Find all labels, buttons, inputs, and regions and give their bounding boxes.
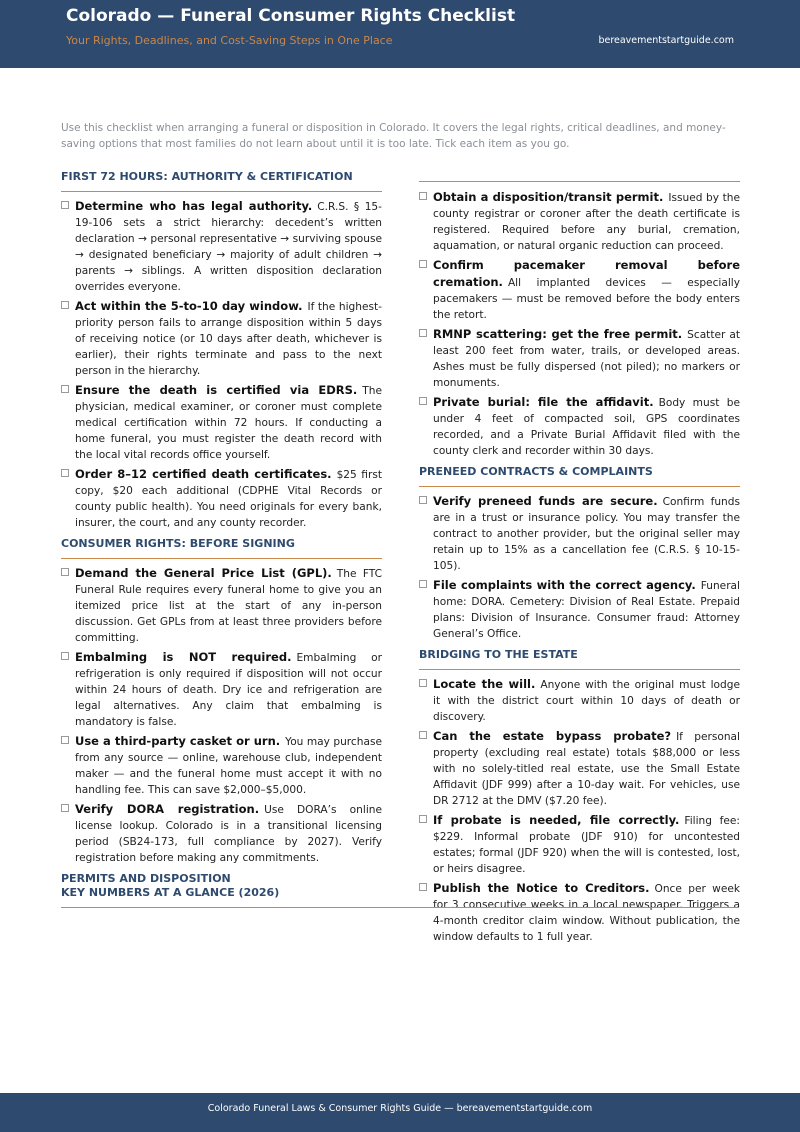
checkbox[interactable] xyxy=(61,568,69,576)
checklist-item xyxy=(419,577,740,642)
checklist-item-heading: Verify preneed funds are secure. xyxy=(433,494,658,508)
checklist-item xyxy=(61,733,382,798)
checklist-item-text: Embalming or refrigeration is only required if disposition will not occur within 24 hours of death. Dry ice and refrigeration are legal alternatives. Any claim that embalming is mandatory is false. xyxy=(75,652,382,728)
checklist-item xyxy=(61,565,382,646)
checklist-item-heading: Obtain a disposition/transit permit. xyxy=(433,190,664,204)
footer-text: Colorado Funeral Laws & Consumer Rights Guide — bereavementstartguide.com xyxy=(207,1103,593,1114)
checklist-item-heading: Act within the 5-to-10 day window. xyxy=(75,299,303,313)
checklist-item-text: $25 first copy, $20 each additional (CDPHE Vital Records or county public health). You need originals for every bank, insurer, the court, and any county recorder. xyxy=(75,469,382,529)
checkbox[interactable] xyxy=(419,329,427,337)
checkbox[interactable] xyxy=(61,736,69,744)
checklist-item-text: Body must be under 4 feet of compacted soil, GPS coordinates recorded, and a Private Burial Affidavit filed with the county clerk and recorder within 30 days. xyxy=(433,397,740,457)
checklist-item xyxy=(419,493,740,574)
checklist-item-text: Funeral home: DORA. Cemetery: Division of Real Estate. Prepaid plans: Division of Insurance. Consumer fraud: Attorney General’s Office. xyxy=(433,580,740,640)
header-site-link[interactable]: bereavementstartguide.com xyxy=(598,35,734,46)
checklist-item xyxy=(419,728,740,809)
checklist-item xyxy=(419,394,740,459)
checklist-item xyxy=(419,812,740,877)
checklist-item-text: All implanted devices — especially pacemakers — must be removed before the body enters the retort. xyxy=(433,277,740,321)
page-subtitle: Your Rights, Deadlines, and Cost-Saving Steps in One Place xyxy=(66,34,393,47)
checklist-item-text: The physician, medical examiner, or coroner must complete medical certification within 72 hours. If conducting a home funeral, you must register the death record with the local vital records office yourself. xyxy=(75,385,382,461)
section-title-key-numbers: KEY NUMBERS AT A GLANCE (2026) xyxy=(61,886,739,908)
checkbox[interactable] xyxy=(61,804,69,812)
key-numbers-section xyxy=(61,886,739,914)
checkbox[interactable] xyxy=(419,192,427,200)
checkbox[interactable] xyxy=(419,679,427,687)
section-title-estate: BRIDGING TO THE ESTATE xyxy=(419,648,740,670)
checklist-item-text: Anyone with the original must lodge it with the district court within 10 days of death or discovery. xyxy=(433,679,740,723)
checklist-item-heading: Demand the General Price List (GPL). xyxy=(75,566,332,580)
checkbox[interactable] xyxy=(419,580,427,588)
checklist-item-heading: RMNP scattering: get the free permit. xyxy=(433,327,683,341)
page-title: Colorado — Funeral Consumer Rights Checklist xyxy=(66,6,516,26)
checklist-item xyxy=(419,189,740,254)
checklist-item xyxy=(61,466,382,531)
checkbox[interactable] xyxy=(61,301,69,309)
checklist-item-heading: Embalming is NOT required. xyxy=(75,650,292,664)
checklist-first-72-hours xyxy=(61,198,382,531)
right-column xyxy=(419,170,740,948)
checklist-item-text: Confirm funds are in a trust or insurance policy. You may transfer the contract to another provider, but the original seller may retain up to 15% as a cancellation fee (C.R.S. § 10-15-105). xyxy=(433,496,740,572)
checklist-preneed xyxy=(419,493,740,642)
page-footer xyxy=(0,1093,800,1132)
checklist-item xyxy=(419,676,740,725)
checkbox[interactable] xyxy=(61,201,69,209)
checklist-item-text: If the highest-priority person fails to arrange disposition within 5 days of receiving notice (or 10 days after death, whichever is earlier), their rights terminate and pass to the next person in the hierarchy. xyxy=(75,301,382,377)
checklist-item xyxy=(419,257,740,323)
checklist-item-heading: Use a third-party casket or urn. xyxy=(75,734,281,748)
section-title-permits: PERMITS AND DISPOSITION xyxy=(61,872,231,885)
checklist-item-heading: Order 8–12 certified death certificates. xyxy=(75,467,332,481)
checklist-item-heading: Verify DORA registration. xyxy=(75,802,260,816)
checklist-item-text: C.R.S. § 15-19-106 sets a strict hierarchy: decedent’s written declaration → personal representative → surviving spouse → designated beneficiary → majority of adult children → parents → siblings. A written disposition declaration overrides everyone. xyxy=(75,201,382,293)
checklist-item-heading: Ensure the death is certified via EDRS. xyxy=(75,383,358,397)
checklist-item-heading: Can the estate bypass probate? xyxy=(433,729,672,743)
checklist-item-heading: Publish the Notice to Creditors. xyxy=(433,881,650,895)
section-title-first-72-hours: FIRST 72 HOURS: AUTHORITY & CERTIFICATION xyxy=(61,170,382,192)
checklist-item-text: Once per week for 3 consecutive weeks in a local newspaper. Triggers a 4-month creditor claim window. Without publication, the window defaults to 1 full year. xyxy=(433,883,741,943)
section-title-preneed: PRENEED CONTRACTS & COMPLAINTS xyxy=(419,465,740,487)
checkbox[interactable] xyxy=(419,731,427,739)
checklist-item-heading: Determine who has legal authority. xyxy=(75,199,313,213)
checkbox[interactable] xyxy=(419,397,427,405)
intro-paragraph: Use this checklist when arranging a funeral or disposition in Colorado. It covers the legal rights, critical deadlines, and money-saving options that most families do not learn about until it is too late. Tick each item as you go. xyxy=(61,122,726,150)
section-title-consumer-rights: CONSUMER RIGHTS: BEFORE SIGNING xyxy=(61,537,382,559)
checklist-item xyxy=(61,649,382,730)
checklist-consumer-rights xyxy=(61,565,382,866)
checklist-item-text: The FTC Funeral Rule requires every funeral home to give you an itemized price list at the start of any in-person discussion. Get GPLs from at least three providers before committing. xyxy=(75,568,382,644)
checklist-item-text: Issued by the county registrar or coroner after the death certificate is registered. Required before any burial, cremation, aquamation, or natural organic reduction can proceed. xyxy=(433,192,740,252)
checklist-item-heading: If probate is needed, file correctly. xyxy=(433,813,680,827)
checklist-item-heading: Confirm pacemaker removal before cremation. xyxy=(433,258,740,289)
checklist-item xyxy=(61,298,382,379)
checkbox[interactable] xyxy=(419,496,427,504)
checklist-item-heading: File complaints with the correct agency. xyxy=(433,578,696,592)
checkbox[interactable] xyxy=(61,652,69,660)
checklist-item-text: Use DORA’s online license lookup. Colorado is in a transitional licensing period (SB24-173, full compliance by 2027). Verify registration before making any commitments. xyxy=(75,804,382,864)
checklist-item-heading: Private burial: file the affidavit. xyxy=(433,395,654,409)
checkbox[interactable] xyxy=(61,469,69,477)
section-divider xyxy=(419,181,740,182)
checklist-item xyxy=(419,326,740,391)
checklist-item-text: You may purchase from any source — online, warehouse club, independent maker — and the funeral home must accept it with no handling fee. This can save $2,000–$5,000. xyxy=(75,736,382,796)
checklist-item xyxy=(61,198,382,295)
checklist-item xyxy=(61,801,382,866)
checklist-permits xyxy=(419,189,740,459)
page-header xyxy=(0,0,800,68)
left-column xyxy=(61,170,382,899)
checklist-item-text: Filing fee: $229. Informal probate (JDF 910) for uncontested estates; formal (JDF 920) when the will is contested, lost, or heirs disagree. xyxy=(433,815,741,875)
checkbox[interactable] xyxy=(419,815,427,823)
checklist-item-text: If personal property (excluding real estate) totals $88,000 or less with no solely-titled real estate, use the Small Estate Affidavit (JDF 999) after a 10-day wait. For vehicles, use DR 2712 at the DMV ($7.20 fee). xyxy=(433,731,740,807)
checklist-item xyxy=(61,382,382,463)
checkbox[interactable] xyxy=(419,260,427,268)
checklist-item-heading: Locate the will. xyxy=(433,677,536,691)
checkbox[interactable] xyxy=(61,385,69,393)
checklist-item-text: Scatter at least 200 feet from water, trails, or developed areas. Ashes must be fully dispersed (not piled); no markers or monuments. xyxy=(433,329,741,389)
